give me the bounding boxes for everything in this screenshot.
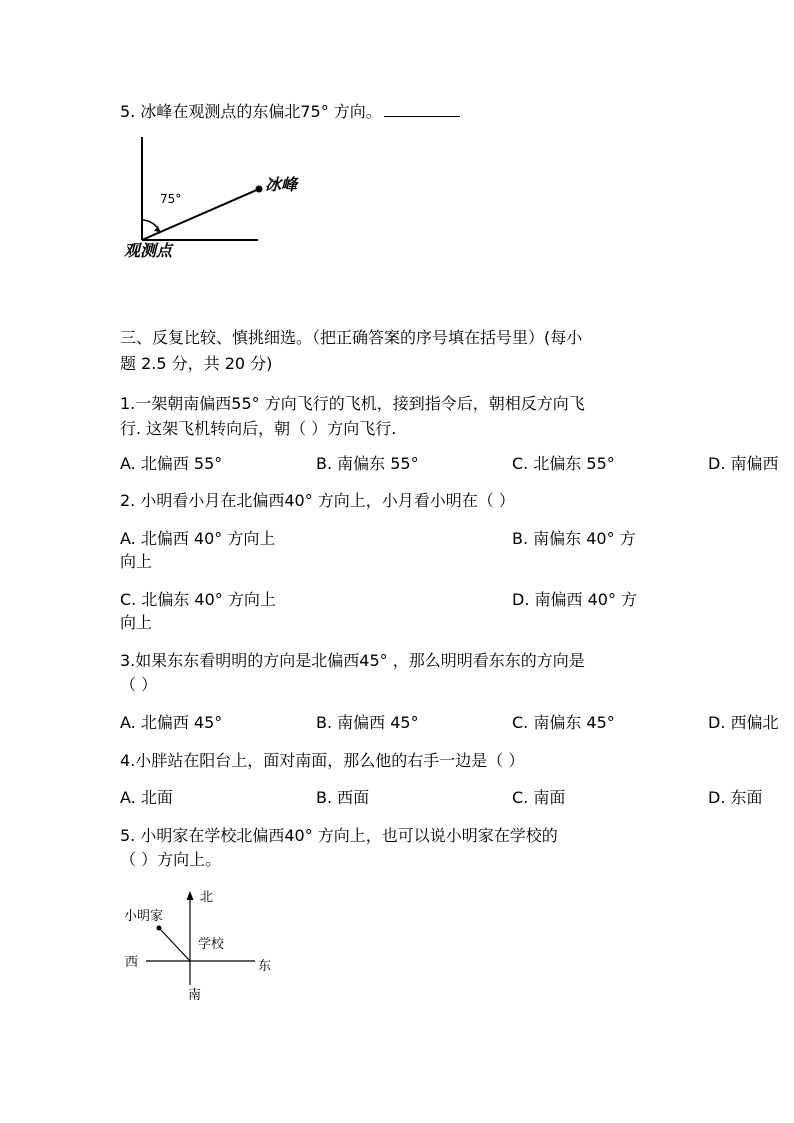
south-label: 南 [188,988,202,1003]
angle-label: 75° [160,192,182,206]
mc4-stem: 4.小胖站在阳台上，面对南面，那么他的右手一边是（ ） [120,751,525,770]
mc1-option-b[interactable]: B. 南偏东 55° [316,454,419,473]
mc4-option-b[interactable]: B. 西面 [316,788,370,807]
north-label: 北 [200,890,214,905]
peak-label: 冰峰 [265,175,298,194]
mc3-stem-line2: （ ） [120,675,158,694]
mc4-option-d[interactable]: D. 东面 [708,788,763,807]
question-5-text: 5. 冰峰在观测点的东偏北75° 方向。 [120,102,382,121]
school-label: 学校 [198,937,225,952]
section-title-line1: 三、反复比较、慎挑细选。（把正确答案的序号填在括号里）(每小 [120,328,583,347]
home-direction-line [160,929,190,961]
mc1-option-d[interactable]: D. 南偏西 [708,454,779,473]
mc2-option-c[interactable]: C. 北偏东 40° 方向上 [120,590,276,609]
home-point [157,926,162,931]
mc1-stem-line2: 行. 这架飞机转向后，朝（ ）方向飞行. [120,419,397,438]
mc1-option-a[interactable]: A. 北偏西 55° [120,454,223,473]
mc2-option-a[interactable]: A. 北偏西 40° 方向上 [120,529,276,548]
mc2-option-d-line2: 向上 [120,613,153,632]
mc2-option-b-line2: 向上 [120,552,153,571]
origin-label: 观测点 [124,241,173,260]
mc2-option-b-line1[interactable]: B. 南偏东 40° 方 [512,529,636,548]
mc4-option-c[interactable]: C. 南面 [512,788,566,807]
mc1-option-c[interactable]: C. 北偏东 55° [512,454,615,473]
section-title-line2: 题 2.5 分，共 20 分) [120,354,273,373]
north-arrow-icon [187,891,194,900]
mc2-stem: 2. 小明看小月在北偏西40° 方向上，小月看小明在（ ） [120,491,515,510]
mc1-stem-line1: 1.一架朝南偏西55° 方向飞行的飞机，接到指令后，朝相反方向飞 [120,394,585,413]
mc4-option-a[interactable]: A. 北面 [120,788,173,807]
home-label: 小明家 [124,909,164,924]
mc5-stem-line2: （ ）方向上。 [120,850,222,869]
mc3-option-b[interactable]: B. 南偏西 45° [316,713,419,732]
mc3-option-a[interactable]: A. 北偏西 45° [120,713,223,732]
east-label: 东 [258,959,272,974]
mc3-stem-line1: 3.如果东东看明明的方向是北偏西45° ，那么明明看东东的方向是 [120,651,585,670]
mc3-option-d[interactable]: D. 西偏北 [708,713,779,732]
west-label: 西 [125,955,139,970]
mc2-option-d-line1[interactable]: D. 南偏西 40° 方 [512,590,638,609]
mc3-option-c[interactable]: C. 南偏东 45° [512,713,615,732]
mc5-stem-line1: 5. 小明家在学校北偏西40° 方向上，也可以说小明家在学校的 [120,826,558,845]
